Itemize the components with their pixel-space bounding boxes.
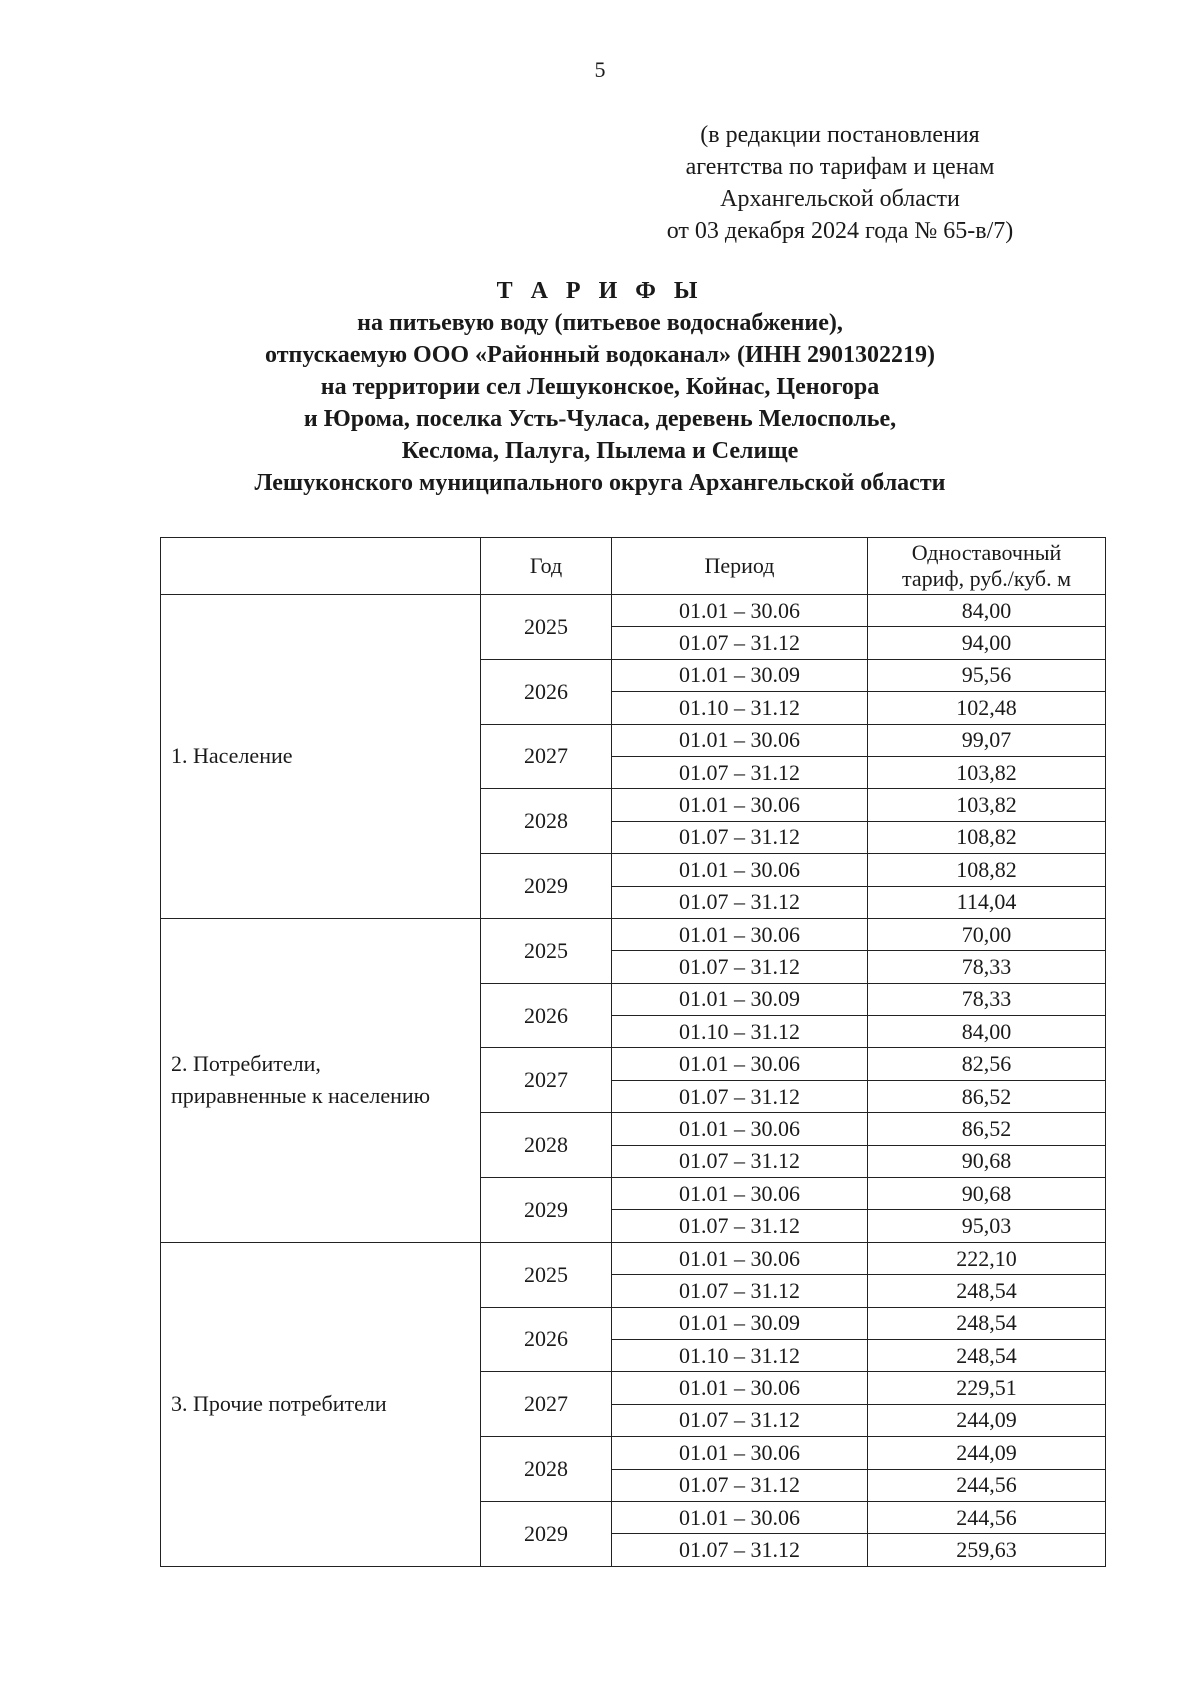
tariff-cell: 94,00	[868, 627, 1106, 659]
tariff-cell: 244,56	[868, 1501, 1106, 1533]
header-year: Год	[481, 538, 612, 595]
period-cell: 01.01 – 30.06	[612, 1113, 868, 1145]
period-cell: 01.01 – 30.09	[612, 1307, 868, 1339]
period-cell: 01.07 – 31.12	[612, 1404, 868, 1436]
edition-note-line: от 03 декабря 2024 года № 65-в/7)	[666, 218, 1014, 244]
table-row	[161, 1242, 1106, 1274]
tariff-cell: 114,04	[868, 886, 1106, 918]
period-cell: 01.07 – 31.12	[612, 886, 868, 918]
period-cell: 01.01 – 30.09	[612, 659, 868, 691]
tariff-cell: 108,82	[868, 854, 1106, 886]
tariff-cell: 70,00	[868, 918, 1106, 950]
consumer-group-label: приравненные к населению	[171, 1083, 431, 1109]
year-cell: 2028	[481, 1113, 612, 1178]
consumer-group-label: 1. Население	[171, 743, 293, 769]
period-cell: 01.01 – 30.09	[612, 983, 868, 1015]
header-tariff	[868, 538, 1106, 595]
tariff-cell: 84,00	[868, 1016, 1106, 1048]
tariff-cell: 108,82	[868, 821, 1106, 853]
subtitle-line: и Юрома, поселка Усть-Чуласа, деревень Мелосполье,	[303, 406, 897, 432]
period-cell: 01.07 – 31.12	[612, 1210, 868, 1242]
period-cell: 01.01 – 30.06	[612, 1372, 868, 1404]
year-cell: 2027	[481, 1048, 612, 1113]
tariff-cell: 78,33	[868, 951, 1106, 983]
year-cell: 2028	[481, 789, 612, 854]
header-category	[161, 538, 481, 595]
header-tariff-line: Одноставочный	[911, 540, 1062, 565]
table-row	[161, 595, 1106, 627]
subtitle-line: на питьевую воду (питьевое водоснабжение),	[357, 310, 843, 336]
tariff-cell: 244,09	[868, 1437, 1106, 1469]
table-header-row	[161, 538, 1106, 595]
period-cell: 01.01 – 30.06	[612, 918, 868, 950]
year-cell: 2027	[481, 1372, 612, 1437]
period-cell: 01.01 – 30.06	[612, 595, 868, 627]
year-cell: 2029	[481, 854, 612, 919]
period-cell: 01.01 – 30.06	[612, 854, 868, 886]
year-cell: 2029	[481, 1501, 612, 1566]
period-cell: 01.07 – 31.12	[612, 951, 868, 983]
subtitle-line: на территории сел Лешуконское, Койнас, Ценогора	[320, 374, 880, 400]
tariff-cell: 244,09	[868, 1404, 1106, 1436]
edition-note-line: Архангельской области	[720, 186, 960, 212]
tariff-cell: 86,52	[868, 1080, 1106, 1112]
tariff-cell: 99,07	[868, 724, 1106, 756]
period-cell: 01.10 – 31.12	[612, 692, 868, 724]
tariff-cell: 78,33	[868, 983, 1106, 1015]
period-cell: 01.07 – 31.12	[612, 1145, 868, 1177]
year-cell: 2026	[481, 1307, 612, 1372]
year-cell: 2028	[481, 1437, 612, 1502]
tariff-cell: 248,54	[868, 1307, 1106, 1339]
consumer-group-label: 2. Потребители,	[171, 1051, 321, 1077]
header-period: Период	[612, 538, 868, 595]
year-cell: 2029	[481, 1178, 612, 1243]
consumer-group-cell	[161, 918, 481, 1242]
period-cell: 01.07 – 31.12	[612, 1080, 868, 1112]
year-cell: 2026	[481, 983, 612, 1048]
period-cell: 01.07 – 31.12	[612, 756, 868, 788]
tariff-cell: 82,56	[868, 1048, 1106, 1080]
tariff-cell: 90,68	[868, 1145, 1106, 1177]
tariff-cell: 229,51	[868, 1372, 1106, 1404]
tariff-cell: 84,00	[868, 595, 1106, 627]
tariff-cell: 95,56	[868, 659, 1106, 691]
tariff-cell: 86,52	[868, 1113, 1106, 1145]
document-title: Т А Р И Ф Ы	[496, 278, 704, 304]
period-cell: 01.01 – 30.06	[612, 1501, 868, 1533]
tariff-cell: 259,63	[868, 1534, 1106, 1566]
year-cell: 2025	[481, 1242, 612, 1307]
period-cell: 01.07 – 31.12	[612, 1469, 868, 1501]
year-cell: 2027	[481, 724, 612, 789]
tariff-cell: 248,54	[868, 1275, 1106, 1307]
period-cell: 01.01 – 30.06	[612, 789, 868, 821]
period-cell: 01.01 – 30.06	[612, 724, 868, 756]
edition-note	[600, 119, 1080, 247]
year-cell: 2025	[481, 918, 612, 983]
subtitle-line: Кеслома, Палуга, Пылема и Селище	[401, 438, 799, 464]
period-cell: 01.10 – 31.12	[612, 1339, 868, 1371]
document-title-block	[60, 275, 1140, 499]
tariff-cell: 103,82	[868, 756, 1106, 788]
period-cell: 01.10 – 31.12	[612, 1016, 868, 1048]
period-cell: 01.01 – 30.06	[612, 1178, 868, 1210]
tariff-cell: 95,03	[868, 1210, 1106, 1242]
period-cell: 01.07 – 31.12	[612, 1275, 868, 1307]
tariff-table	[160, 537, 1106, 1567]
period-cell: 01.01 – 30.06	[612, 1048, 868, 1080]
tariff-cell: 248,54	[868, 1339, 1106, 1371]
period-cell: 01.07 – 31.12	[612, 821, 868, 853]
edition-note-line: (в редакции постановления	[700, 122, 980, 148]
subtitle-line: Лешуконского муниципального округа Архангельской области	[254, 470, 946, 496]
page-number: 5	[594, 57, 606, 82]
tariff-cell: 103,82	[868, 789, 1106, 821]
tariff-cell: 222,10	[868, 1242, 1106, 1274]
tariff-cell: 244,56	[868, 1469, 1106, 1501]
subtitle-line: отпускаемую ООО «Районный водоканал» (ИНН 2901302219)	[265, 342, 935, 368]
year-cell: 2025	[481, 595, 612, 660]
edition-note-line: агентства по тарифам и ценам	[685, 154, 995, 180]
period-cell: 01.01 – 30.06	[612, 1437, 868, 1469]
consumer-group-label: 3. Прочие потребители	[171, 1391, 387, 1417]
consumer-group-cell	[161, 595, 481, 919]
period-cell: 01.07 – 31.12	[612, 627, 868, 659]
header-tariff-line: тариф, руб./куб. м	[901, 566, 1072, 591]
consumer-group-cell	[161, 1242, 481, 1566]
period-cell: 01.01 – 30.06	[612, 1242, 868, 1274]
year-cell: 2026	[481, 659, 612, 724]
tariff-cell: 90,68	[868, 1178, 1106, 1210]
tariff-cell: 102,48	[868, 692, 1106, 724]
period-cell: 01.07 – 31.12	[612, 1534, 868, 1566]
table-body	[161, 595, 1106, 1567]
table-row	[161, 918, 1106, 950]
